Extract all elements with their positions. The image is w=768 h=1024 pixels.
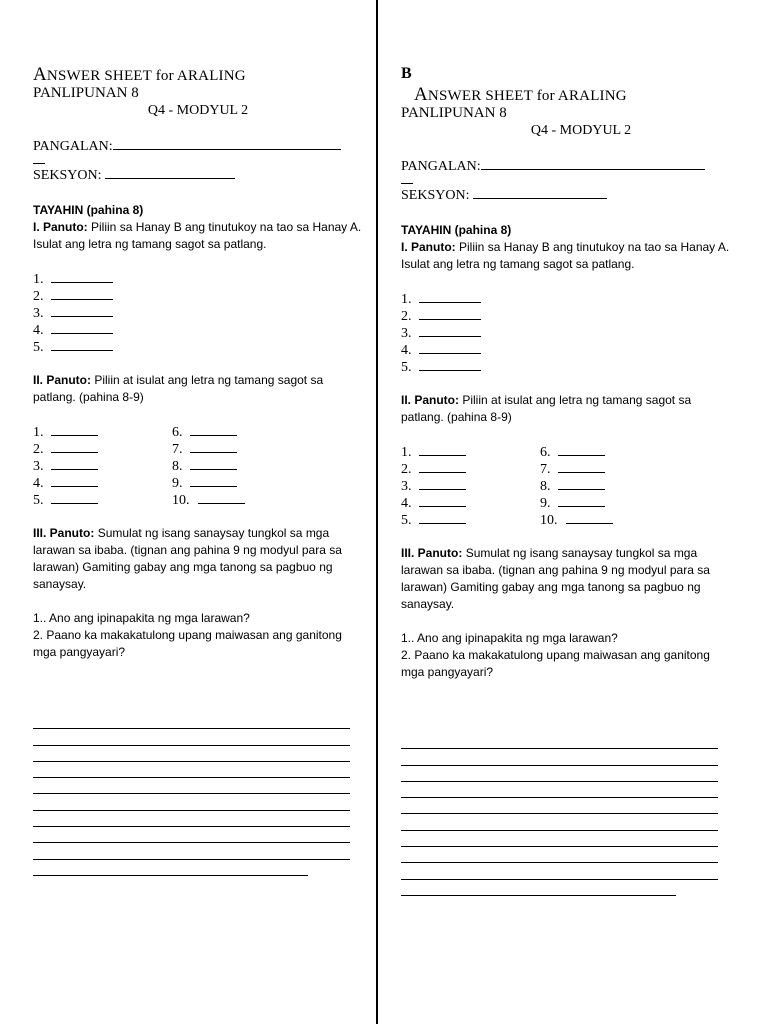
item-number: 2. xyxy=(33,442,44,457)
item-number: 6. xyxy=(172,425,183,440)
answer-row[interactable] xyxy=(33,423,98,440)
answer-row[interactable] xyxy=(172,491,245,508)
answer-row[interactable] xyxy=(401,341,731,358)
answer-blank[interactable] xyxy=(566,511,613,524)
answer-blank[interactable] xyxy=(190,474,237,487)
answer-blank[interactable] xyxy=(558,460,605,473)
part2-number: II. Panuto: xyxy=(33,373,91,387)
name-field[interactable] xyxy=(33,136,363,164)
answer-row[interactable] xyxy=(33,304,363,321)
answer-row[interactable] xyxy=(401,443,466,460)
essay-line[interactable] xyxy=(33,762,350,778)
item-number: 2. xyxy=(401,462,412,477)
guide-question-1: 1.. Ano ang ipinapakita ng mga larawan? xyxy=(401,631,618,645)
essay-line[interactable] xyxy=(33,729,350,745)
answer-row[interactable] xyxy=(33,440,98,457)
item-number: 7. xyxy=(172,442,183,457)
answer-row[interactable] xyxy=(540,443,613,460)
sheet-title-line2: PANLIPUNAN 8 xyxy=(33,85,139,101)
answer-blank[interactable] xyxy=(51,304,113,317)
part2-left-column xyxy=(33,423,98,508)
answer-row[interactable] xyxy=(401,494,466,511)
item-number: 4. xyxy=(401,496,412,511)
title-rest: NSWER SHEET for ARALING xyxy=(46,68,246,84)
answer-row[interactable] xyxy=(33,338,363,355)
answer-row[interactable] xyxy=(172,423,245,440)
item-number: 2. xyxy=(401,309,412,324)
answer-blank[interactable] xyxy=(558,443,605,456)
answer-blank[interactable] xyxy=(51,440,98,453)
name-field[interactable] xyxy=(401,156,731,184)
answer-blank[interactable] xyxy=(419,358,481,371)
part2-right-column xyxy=(172,423,245,508)
answer-sheet-a xyxy=(33,66,363,876)
part2-answer-grid xyxy=(401,443,731,528)
answer-blank[interactable] xyxy=(419,511,466,524)
item-number: 8. xyxy=(540,479,551,494)
sheet-label: B xyxy=(401,65,412,82)
guide-question-1: 1.. Ano ang ipinapakita ng mga larawan? xyxy=(33,611,250,625)
answer-blank[interactable] xyxy=(51,491,98,504)
answer-blank[interactable] xyxy=(558,494,605,507)
assessment-heading: TAYAHIN (pahina 8) xyxy=(401,223,512,237)
section-blank[interactable] xyxy=(105,165,235,179)
item-number: 1. xyxy=(401,292,412,307)
guide-question-2: 2. Paano ka makakatulong upang maiwasan ang ganitong mga pangyayari? xyxy=(33,628,342,659)
essay-line[interactable] xyxy=(401,749,718,765)
part2-left-column xyxy=(401,443,466,528)
answer-row[interactable] xyxy=(33,457,98,474)
answer-blank[interactable] xyxy=(419,307,481,320)
item-number: 10. xyxy=(172,493,190,508)
part2-answer-grid xyxy=(33,423,363,508)
section-field[interactable] xyxy=(401,185,731,205)
item-number: 8. xyxy=(172,459,183,474)
essay-line[interactable] xyxy=(33,827,350,843)
item-number: 3. xyxy=(33,459,44,474)
title-rest: NSWER SHEET for ARALING xyxy=(427,88,627,104)
answer-row[interactable] xyxy=(540,511,613,528)
name-label: PANGALAN: xyxy=(33,139,113,154)
item-number: 3. xyxy=(33,306,44,321)
answer-blank[interactable] xyxy=(419,443,466,456)
part1-instructions xyxy=(401,239,731,273)
answer-row[interactable] xyxy=(401,307,731,324)
essay-line[interactable] xyxy=(401,766,718,782)
part1-answer-list xyxy=(33,270,363,355)
answer-row[interactable] xyxy=(401,290,731,307)
name-blank[interactable] xyxy=(481,156,705,170)
item-number: 2. xyxy=(33,289,44,304)
essay-line[interactable] xyxy=(33,860,308,876)
answer-blank[interactable] xyxy=(51,474,98,487)
essay-line[interactable] xyxy=(401,814,718,830)
part3-number: III. Panuto: xyxy=(33,526,95,540)
answer-blank[interactable] xyxy=(419,460,466,473)
answer-blank[interactable] xyxy=(419,324,481,337)
part2-text: Piliin at isulat ang letra ng tamang sagot sa patlang. (pahina 8-9) xyxy=(401,393,692,424)
essay-answer-area[interactable] xyxy=(401,733,731,896)
part1-text: Piliin sa Hanay B ang tinutukoy na tao sa Hanay A. Isulat ang letra ng tamang sagot sa patlang. xyxy=(33,220,362,251)
part1-instructions xyxy=(33,219,363,253)
item-number: 4. xyxy=(401,343,412,358)
answer-blank[interactable] xyxy=(51,287,113,300)
section-field[interactable] xyxy=(33,165,363,185)
title-initial: A xyxy=(414,84,428,105)
sheet-title-line1 xyxy=(414,86,731,105)
answer-row[interactable] xyxy=(401,460,466,477)
item-number: 5. xyxy=(401,513,412,528)
part3-instructions xyxy=(401,545,731,613)
essay-line[interactable] xyxy=(401,798,718,814)
title-initial: A xyxy=(33,64,47,85)
answer-row[interactable] xyxy=(540,460,613,477)
section-label: SEKSYON: xyxy=(33,168,102,183)
essay-line[interactable] xyxy=(401,880,676,896)
answer-row[interactable] xyxy=(401,511,466,528)
essay-line[interactable] xyxy=(33,778,350,794)
essay-line[interactable] xyxy=(401,847,718,863)
answer-blank[interactable] xyxy=(190,457,237,470)
essay-line[interactable] xyxy=(401,831,718,847)
essay-line[interactable] xyxy=(401,733,718,749)
part1-answer-list xyxy=(401,290,731,375)
answer-blank[interactable] xyxy=(51,338,113,351)
answer-row[interactable] xyxy=(33,287,363,304)
answer-row[interactable] xyxy=(172,474,245,491)
item-number: 9. xyxy=(172,476,183,491)
item-number: 1. xyxy=(33,272,44,287)
answer-blank[interactable] xyxy=(51,457,98,470)
answer-row[interactable] xyxy=(401,324,731,341)
answer-row[interactable] xyxy=(33,270,363,287)
answer-row[interactable] xyxy=(540,494,613,511)
sheet-title-line1 xyxy=(33,66,363,85)
part2-number: II. Panuto: xyxy=(401,393,459,407)
answer-row[interactable] xyxy=(401,477,466,494)
essay-line[interactable] xyxy=(33,811,350,827)
essay-line[interactable] xyxy=(401,782,718,798)
answer-blank[interactable] xyxy=(558,477,605,490)
item-number: 1. xyxy=(33,425,44,440)
answer-row[interactable] xyxy=(401,358,731,375)
item-number: 3. xyxy=(401,326,412,341)
part2-text: Piliin at isulat ang letra ng tamang sagot sa patlang. (pahina 8-9) xyxy=(33,373,324,404)
part1-number: I. Panuto: xyxy=(401,240,456,254)
essay-line[interactable] xyxy=(33,794,350,810)
item-number: 6. xyxy=(540,445,551,460)
answer-row[interactable] xyxy=(33,491,98,508)
item-number: 5. xyxy=(33,493,44,508)
part1-number: I. Panuto: xyxy=(33,220,88,234)
essay-answer-area[interactable] xyxy=(33,713,363,876)
page-divider xyxy=(376,0,378,1024)
essay-line[interactable] xyxy=(33,843,350,859)
answer-blank[interactable] xyxy=(419,494,466,507)
part3-number: III. Panuto: xyxy=(401,546,463,560)
answer-blank[interactable] xyxy=(51,423,98,436)
part1-text: Piliin sa Hanay B ang tinutukoy na tao sa Hanay A. Isulat ang letra ng tamang sagot sa patlang. xyxy=(401,240,730,271)
guide-question-2: 2. Paano ka makakatulong upang maiwasan ang ganitong mga pangyayari? xyxy=(401,648,710,679)
item-number: 10. xyxy=(540,513,558,528)
essay-line[interactable] xyxy=(401,863,718,879)
answer-blank[interactable] xyxy=(51,270,113,283)
item-number: 5. xyxy=(401,360,412,375)
answer-blank[interactable] xyxy=(190,440,237,453)
sheet-title-line2: PANLIPUNAN 8 xyxy=(401,105,507,121)
answer-blank[interactable] xyxy=(419,290,481,303)
answer-blank[interactable] xyxy=(419,341,481,354)
answer-row[interactable] xyxy=(540,477,613,494)
name-blank-continuation xyxy=(401,177,413,184)
part2-instructions xyxy=(401,392,731,426)
section-blank[interactable] xyxy=(473,185,607,199)
answer-row[interactable] xyxy=(33,474,98,491)
essay-line[interactable] xyxy=(33,713,350,729)
item-number: 7. xyxy=(540,462,551,477)
sheet-subtitle: Q4 - MODYUL 2 xyxy=(147,103,249,118)
item-number: 4. xyxy=(33,323,44,338)
answer-row[interactable] xyxy=(33,321,363,338)
part3-text: Sumulat ng isang sanaysay tungkol sa mga larawan sa ibaba. (tignan ang pahina 9 ng modyul para sa larawan) Gamiting gabay ang mga tanong sa pagbuo ng sanaysay. xyxy=(401,546,710,611)
item-number: 9. xyxy=(540,496,551,511)
item-number: 4. xyxy=(33,476,44,491)
sheet-subtitle: Q4 - MODYUL 2 xyxy=(530,123,632,138)
item-number: 5. xyxy=(33,340,44,355)
answer-blank[interactable] xyxy=(51,321,113,334)
name-label: PANGALAN: xyxy=(401,159,481,174)
name-blank-continuation xyxy=(33,157,45,164)
part2-right-column xyxy=(540,443,613,528)
name-blank[interactable] xyxy=(113,136,341,150)
essay-line[interactable] xyxy=(33,746,350,762)
item-number: 3. xyxy=(401,479,412,494)
part3-instructions xyxy=(33,525,363,593)
answer-row[interactable] xyxy=(172,457,245,474)
item-number: 1. xyxy=(401,445,412,460)
answer-row[interactable] xyxy=(172,440,245,457)
part3-text: Sumulat ng isang sanaysay tungkol sa mga larawan sa ibaba. (tignan ang pahina 9 ng modyul para sa larawan) Gamiting gabay ang mga tanong sa pagbuo ng sanaysay. xyxy=(33,526,342,591)
answer-sheet-b xyxy=(401,64,731,896)
part2-instructions xyxy=(33,372,363,406)
answer-blank[interactable] xyxy=(198,491,245,504)
answer-blank[interactable] xyxy=(419,477,466,490)
answer-blank[interactable] xyxy=(190,423,237,436)
assessment-heading: TAYAHIN (pahina 8) xyxy=(33,203,144,217)
section-label: SEKSYON: xyxy=(401,188,470,203)
